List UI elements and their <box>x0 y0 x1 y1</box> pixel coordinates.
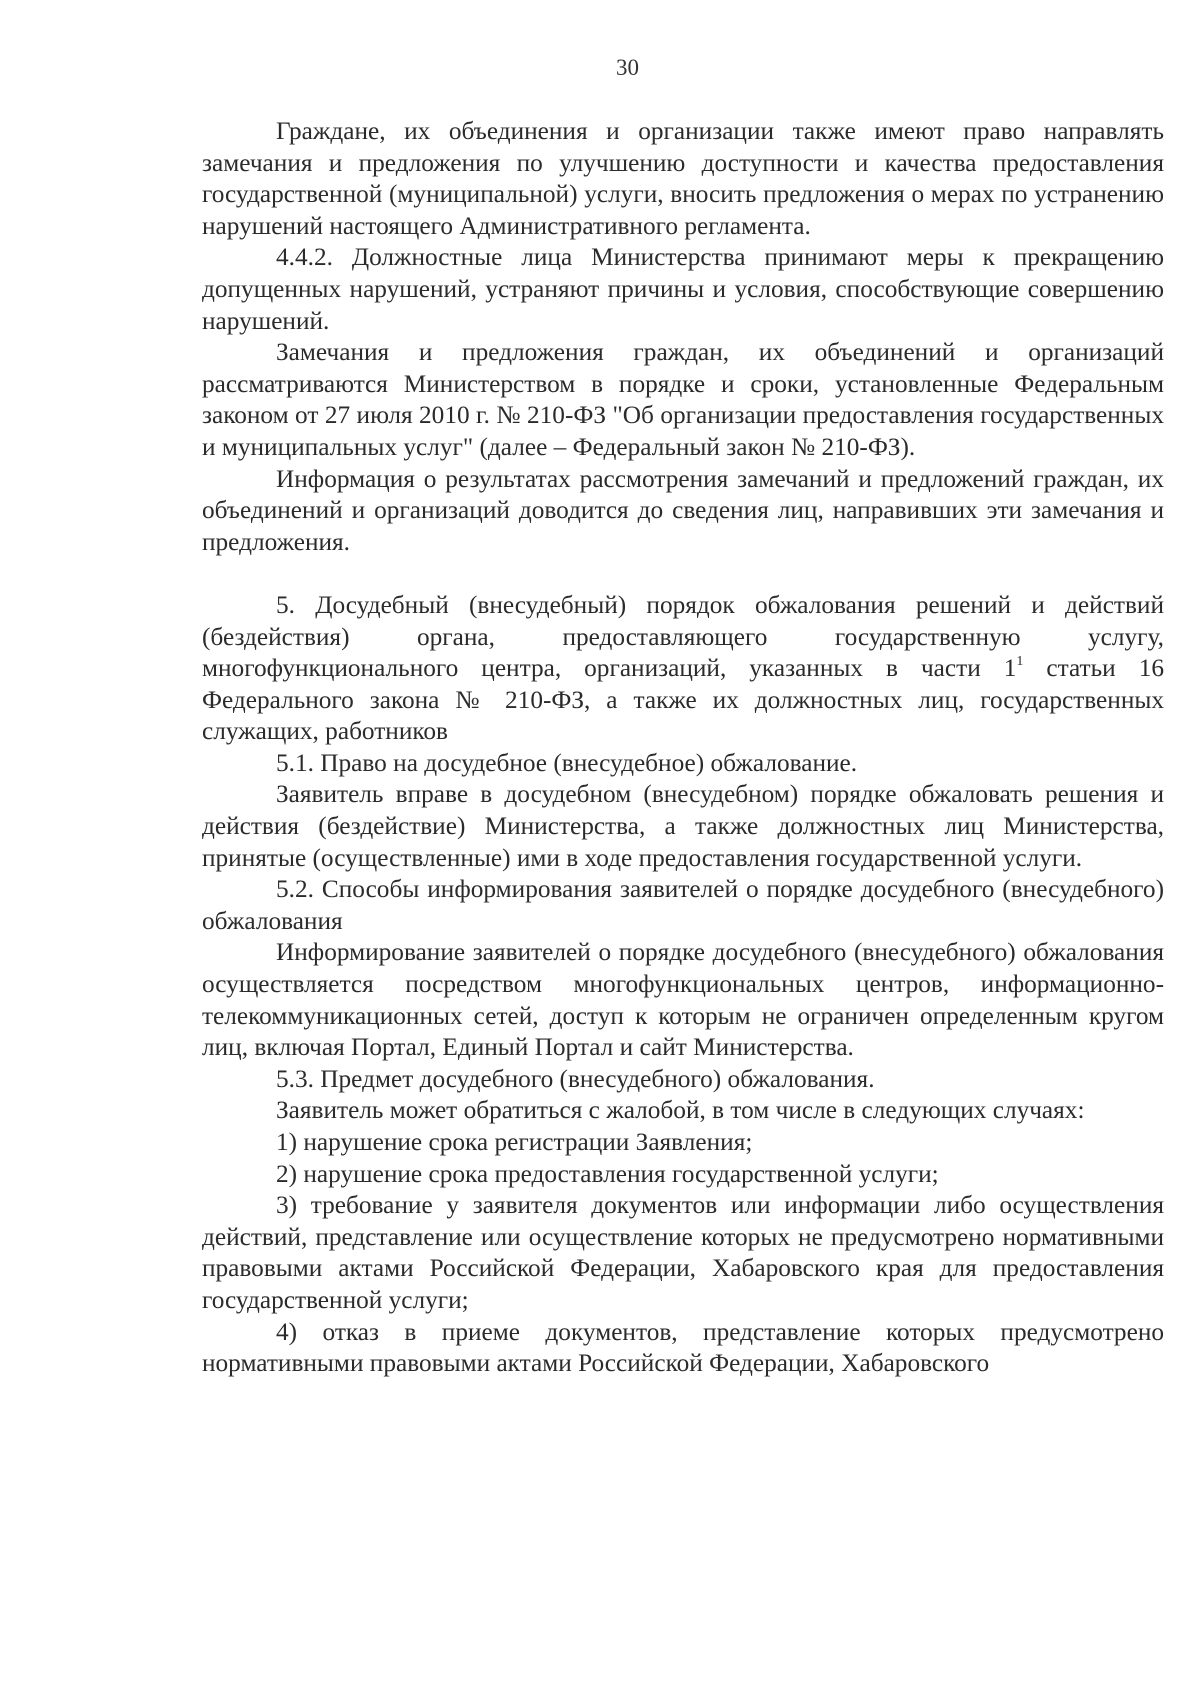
list-item: 4) отказ в приеме документов, представление которых предусмотрено нормативными правовыми актами Российской Федерации, Хабаровского <box>202 1317 1164 1378</box>
paragraph: Заявитель вправе в досудебном (внесудебном) порядке обжаловать решения и действия (бездействие) Министерства, а также должностных лиц Министерства, принятые (осуществленные) ими в ходе предоставления государственной услуги. <box>202 780 1164 872</box>
superscript: 1 <box>1016 654 1024 670</box>
heading-text-before: 5. Досудебный (внесудебный) порядок обжалования решений и действий (бездействия) органа, предоставляющего государственную услугу, многофункционального центра, организаций, указанных в части 1 <box>202 590 1164 683</box>
section-5-heading <box>202 590 1164 748</box>
list-item: 2) нарушение срока предоставления государственной услуги; <box>276 1159 939 1188</box>
paragraph: 4.4.2. Должностные лица Министерства принимают меры к прекращению допущенных нарушений, устраняют причины и условия, способствующие совершению нарушений. <box>202 243 1164 335</box>
paragraph: 5.2. Способы информирования заявителей о порядке досудебного (внесудебного) обжалования <box>202 875 1164 935</box>
paragraph: Информирование заявителей о порядке досудебного (внесудебного) обжалования осуществляется посредством многофункциональных центров, информационно-телекоммуникационных сетей, доступ к которым не ограничен определенным кругом лиц, включая Портал, Единый Портал и сайт Министерства. <box>202 938 1164 1062</box>
paragraph: Заявитель может обратиться с жалобой, в том числе в следующих случаях: <box>276 1096 1085 1125</box>
paragraph: Замечания и предложения граждан, их объединений и организаций рассматриваются Министерством в порядке и сроки, установленные Федеральным законом от 27 июля 2010 г. № 210-ФЗ "Об организации предоставления государственных и муниципальных услуг" (далее – Федеральный закон № 210-ФЗ). <box>202 338 1164 461</box>
heading-text-after: статьи 16 Федерального закона № 210-ФЗ, а также их должностных лиц, государственных служащих, работников <box>202 654 1164 746</box>
list-item: 1) нарушение срока регистрации Заявления; <box>276 1128 753 1156</box>
page-number: 30 <box>616 55 639 80</box>
paragraph: 5.3. Предмет досудебного (внесудебного) обжалования. <box>276 1064 875 1093</box>
paragraph: Граждане, их объединения и организации также имеют право направлять замечания и предложения по улучшению доступности и качества предоставления государственной (муниципальной) услуги, вносить предложения о мерах по устранению нарушений настоящего Административного регламента. <box>202 117 1164 240</box>
document-body <box>202 116 1164 1380</box>
paragraph: Информация о результатах рассмотрения замечаний и предложений граждан, их объединений и организаций доводится до сведения лиц, направивших эти замечания и предложения. <box>202 464 1164 556</box>
list-item: 3) требование у заявителя документов или информации либо осуществления действий, представление или осуществление которых не предусмотрено нормативными правовыми актами Российской Федерации, Хабаровского края для предоставления государственной услуги; <box>202 1191 1164 1314</box>
paragraph: 5.1. Право на досудебное (внесудебное) обжалование. <box>276 748 858 777</box>
